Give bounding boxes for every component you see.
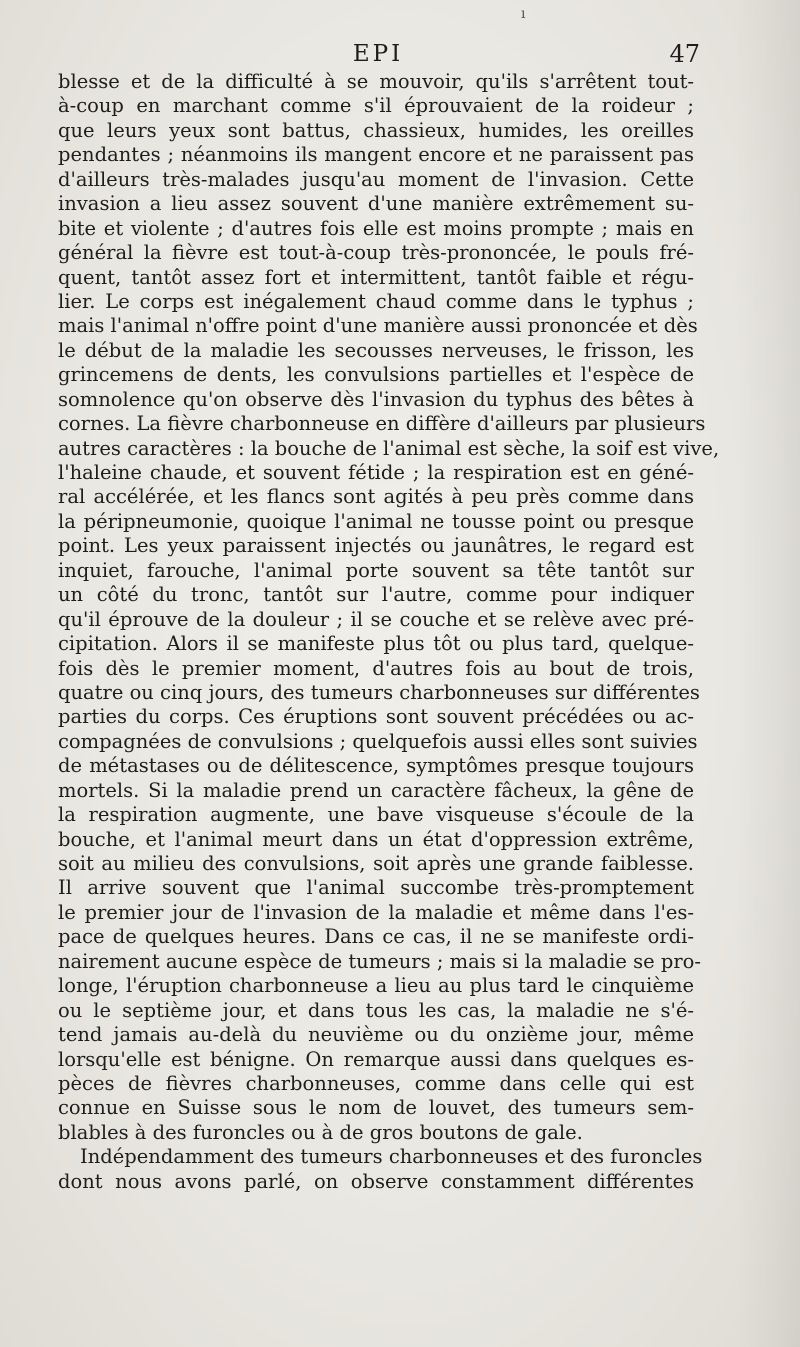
text-line: Il arrive souvent que l'animal succombe très-promptement <box>58 876 694 900</box>
text-line: bouche, et l'animal meurt dans un état d'oppression extrême, <box>58 827 694 851</box>
text-line: fois dès le premier moment, d'autres fois au bout de trois, <box>58 656 694 680</box>
text-line: blables à des furoncles ou à de gros boutons de gale. <box>58 1120 583 1144</box>
text-line: longe, l'éruption charbonneuse a lieu au plus tard le cinquième <box>58 974 694 998</box>
text-line: somnolence qu'on observe dès l'invasion du typhus des bêtes à <box>58 387 694 411</box>
body-text <box>58 70 720 1194</box>
text-line: Indépendamment des tumeurs charbonneuses et des furoncles <box>80 1145 703 1169</box>
text-line: lorsqu'elle est bénigne. On remarque aussi dans quelques es- <box>58 1047 694 1071</box>
printer-mark: ı <box>521 6 526 22</box>
text-line: quatre ou cinq jours, des tumeurs charbonneuses sur différentes <box>58 680 700 704</box>
text-line: soit au milieu des convulsions, soit après une grande faiblesse. <box>58 852 694 875</box>
text-line: parties du corps. Ces éruptions sont souvent précédées ou ac- <box>58 705 694 729</box>
text-line: qu'il éprouve de la douleur ; il se couche et se relève avec pré- <box>58 607 694 631</box>
text-line: grincemens de dents, les convulsions partielles et l'espèce de <box>58 363 694 387</box>
text-line: mortels. Si la maladie prend un caractère fâcheux, la gêne de <box>58 778 694 802</box>
text-line: point. Les yeux paraissent injectés ou jaunâtres, le regard est <box>58 534 694 558</box>
text-line: blesse et de la difficulté à se mouvoir, qu'ils s'arrêtent tout- <box>58 70 694 93</box>
text-line: ou le septième jour, et dans tous les cas, la maladie ne s'é- <box>58 998 694 1022</box>
text-line: dont nous avons parlé, on observe constamment différentes <box>58 1169 694 1193</box>
page-header <box>58 40 698 70</box>
text-line: compagnées de convulsions ; quelquefois aussi elles sont suivies <box>58 729 698 753</box>
text-line: ral accélérée, et les flancs sont agités à peu près comme dans <box>58 485 694 509</box>
page-fold-shadow <box>735 0 800 1347</box>
text-line: que leurs yeux sont battus, chassieux, humides, les oreilles <box>58 118 694 142</box>
text-line: invasion a lieu assez souvent d'une manière extrêmement su- <box>58 192 694 216</box>
text-line: pendantes ; néanmoins ils mangent encore et ne paraissent pas <box>58 143 694 167</box>
text-line: de métastases ou de délitescence, symptômes presque toujours <box>58 754 694 778</box>
running-head: EPI <box>352 41 404 67</box>
text-line: pace de quelques heures. Dans ce cas, il ne se manifeste ordi- <box>58 925 694 949</box>
text-line: bite et violente ; d'autres fois elle est moins prompte ; mais en <box>58 216 694 240</box>
text-line: cipitation. Alors il se manifeste plus tôt ou plus tard, quelque- <box>58 632 694 656</box>
text-line: l'haleine chaude, et souvent fétide ; la respiration est en géné- <box>58 461 694 484</box>
text-line: la respiration augmente, une bave visqueuse s'écoule de la <box>58 803 694 827</box>
text-line: lier. Le corps est inégalement chaud comme dans le typhus ; <box>58 289 694 313</box>
text-line: pèces de fièvres charbonneuses, comme dans celle qui est <box>58 1071 694 1095</box>
text-line: autres caractères : la bouche de l'animal est sèche, la soif est vive, <box>58 436 720 460</box>
text-line: tend jamais au-delà du neuvième ou du onzième jour, même <box>58 1023 694 1047</box>
page-number: 47 <box>669 40 700 68</box>
text-line: cornes. La fièvre charbonneuse en diffère d'ailleurs par plusieurs <box>58 412 706 436</box>
text-line: quent, tantôt assez fort et intermittent, tantôt faible et régu- <box>58 265 694 289</box>
text-line: mais l'animal n'offre point d'une manière aussi prononcée et dès <box>58 314 698 338</box>
text-line: nairement aucune espèce de tumeurs ; mais si la maladie se pro- <box>58 949 701 973</box>
text-line: à-coup en marchant comme s'il éprouvaient de la roideur ; <box>58 94 694 118</box>
text-line: d'ailleurs très-malades jusqu'au moment de l'invasion. Cette <box>58 167 694 191</box>
text-line: connue en Suisse sous le nom de louvet, des tumeurs sem- <box>58 1096 694 1120</box>
text-line: le premier jour de l'invasion de la maladie et même dans l'es- <box>58 900 694 924</box>
text-line: général la fièvre est tout-à-coup très-prononcée, le pouls fré- <box>58 241 694 265</box>
text-line: le début de la maladie les secousses nerveuses, le frisson, les <box>58 338 694 362</box>
text-line: inquiet, farouche, l'animal porte souvent sa tête tantôt sur <box>58 558 694 582</box>
text-line: un côté du tronc, tantôt sur l'autre, comme pour indiquer <box>58 583 694 607</box>
text-line: la péripneumonie, quoique l'animal ne tousse point ou presque <box>58 509 694 533</box>
